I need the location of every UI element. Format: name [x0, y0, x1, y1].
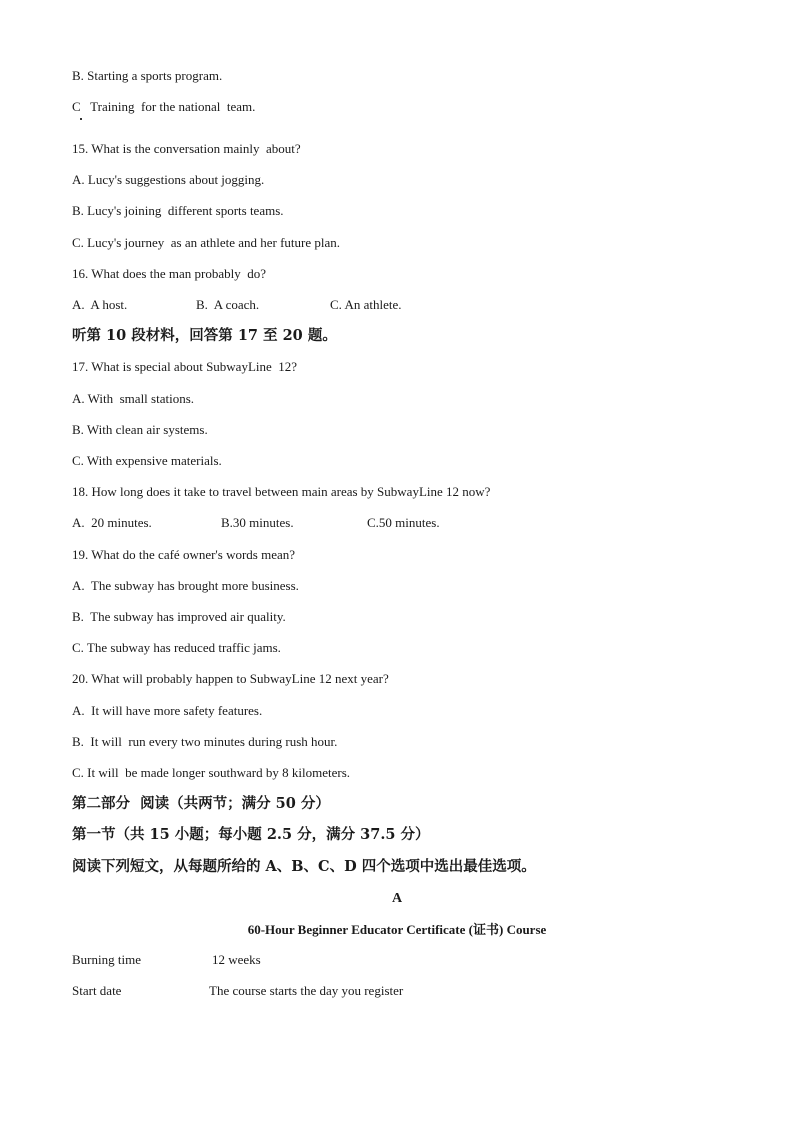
q19-option-c: C. The subway has reduced traffic jams.: [72, 640, 281, 655]
q15-question: 15. What is the conversation mainly about?: [72, 141, 301, 156]
q16-question: 16. What does the man probably do?: [72, 266, 266, 281]
q15-option-a: A. Lucy's suggestions about jogging.: [72, 172, 265, 187]
q17-question: 17. What is special about SubwayLine 12?: [72, 359, 298, 374]
q20-question: 20. What will probably happen to SubwayLine 12 next year?: [72, 671, 389, 686]
q15-option-c: C. Lucy's journey as an athlete and her future plan.: [72, 235, 341, 250]
q16-option-a: A. A host.: [72, 297, 128, 312]
q20-option-a: A. It will have more safety features.: [72, 703, 263, 718]
q16-option-b: B. A coach.: [196, 297, 260, 312]
q15-option-b: B. Lucy's joining different sports teams.: [72, 203, 284, 218]
q18-option-b: B.30 minutes.: [221, 515, 294, 530]
q17-option-b: B. With clean air systems.: [72, 422, 208, 437]
course-row-label-burning-time: Burning time: [72, 952, 141, 967]
q17-option-c: C. With expensive materials.: [72, 453, 222, 468]
q18-option-c: C.50 minutes.: [367, 515, 440, 530]
q19-option-b: B. The subway has improved air quality.: [72, 609, 286, 624]
q14-option-b: B. Starting a sports program.: [72, 68, 223, 83]
q18-option-a: A. 20 minutes.: [72, 515, 152, 530]
q16-option-c: C. An athlete.: [330, 297, 402, 312]
q19-option-a: A. The subway has brought more business.: [72, 578, 299, 593]
q14-option-c: C Training for the national team.: [72, 99, 256, 114]
passage-title-text: 60-Hour Beginner Educator Certificate (证书) Course: [247, 922, 547, 937]
passage-letter: A: [391, 891, 403, 906]
course-row-value-start-date: The course starts the day you register: [209, 983, 404, 998]
course-row-label-start-date: Start date: [72, 983, 122, 998]
q19-question: 19. What do the café owner's words mean?: [72, 547, 296, 562]
q20-option-c: C. It will be made longer southward by 8 kilometers.: [72, 765, 351, 780]
passage-title: [0, 922, 794, 938]
part2-heading: 第二部分 阅读（共两节；满分 50 分）: [72, 795, 330, 812]
section-10-heading: 听第 10 段材料，回答第 17 至 20 题。: [72, 327, 337, 344]
q20-option-b: B. It will run every two minutes during rush hour.: [72, 734, 338, 749]
reading-instructions: 阅读下列短文，从每题所给的 A、B、C、D 四个选项中选出最佳选项。: [72, 858, 536, 875]
stray-dot-mark: [80, 118, 82, 120]
q17-option-a: A. With small stations.: [72, 391, 195, 406]
section1-heading: 第一节（共 15 小题；每小题 2.5 分，满分 37.5 分）: [72, 826, 430, 843]
q18-question: 18. How long does it take to travel between main areas by SubwayLine 12 now?: [72, 484, 491, 499]
course-row-value-burning-time: 12 weeks: [212, 952, 261, 967]
